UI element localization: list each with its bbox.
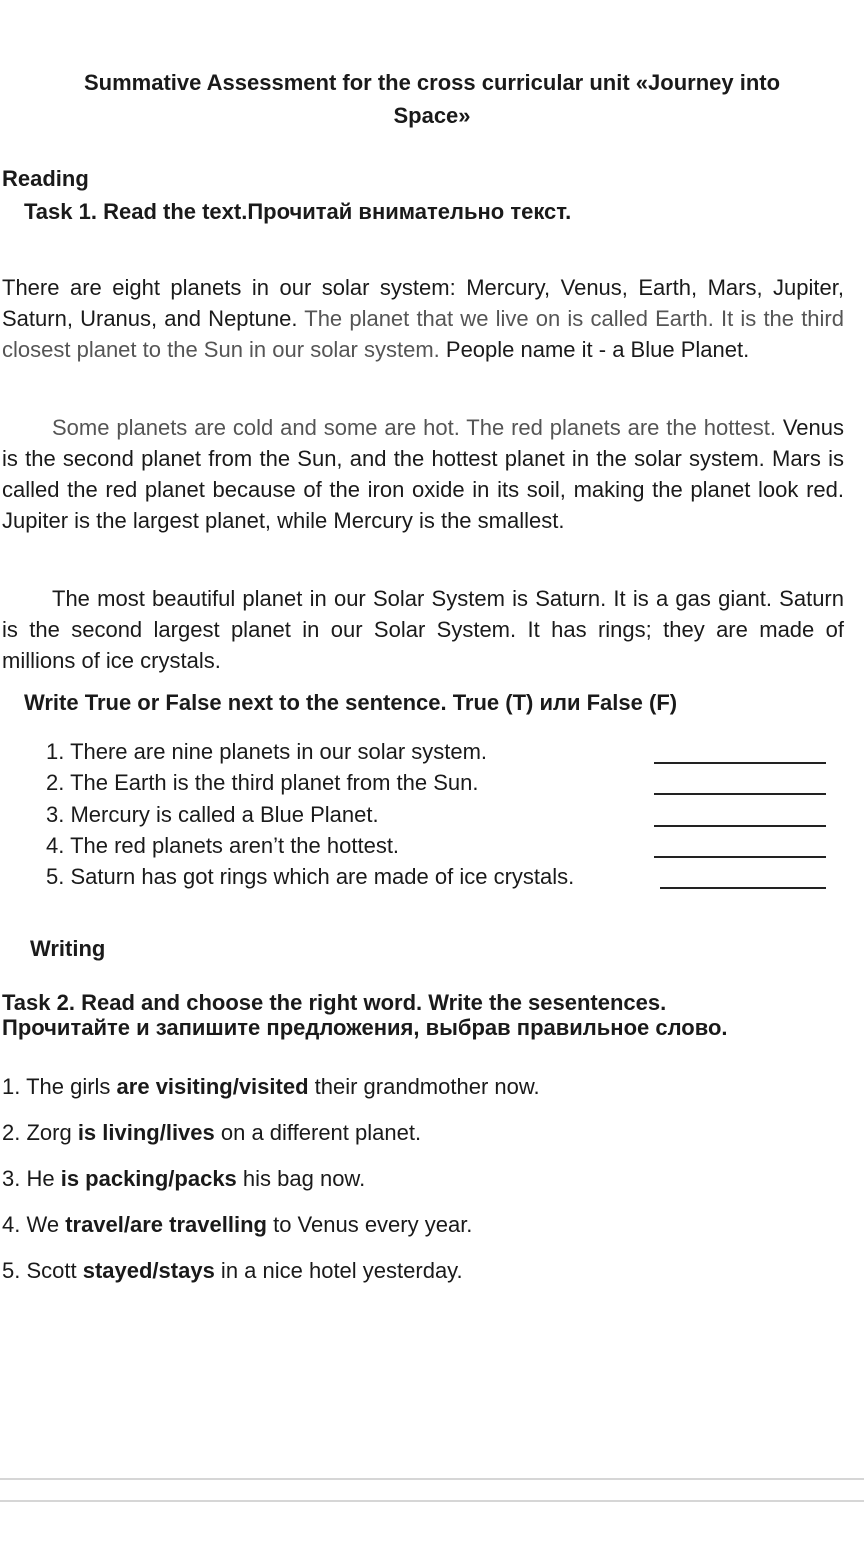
tf-answer-line-3[interactable] bbox=[654, 825, 826, 827]
item-4-post: to Venus every year. bbox=[266, 1212, 473, 1237]
para1-segment-3: People name it - a Blue Planet. bbox=[439, 337, 750, 362]
item-5-pre: 5. Scott bbox=[2, 1258, 83, 1283]
item-5-post: in a nice hotel yesterday. bbox=[214, 1258, 463, 1283]
item-2-pre: 2. Zorg bbox=[2, 1120, 78, 1145]
writing-item-3 bbox=[2, 1166, 365, 1192]
para1-segment-2: The planet that we live on is called Earth. It is the third closest planet to the Sun in our solar system. bbox=[2, 306, 844, 362]
item-3-post: his bag now. bbox=[236, 1166, 366, 1191]
writing-item-2 bbox=[2, 1120, 421, 1146]
reading-paragraph-2 bbox=[2, 412, 844, 536]
para2-segment-2: Venus is the second planet from the Sun, and the hottest planet in the solar system. Mars is called the red planet because of the iron oxide in its soil, making the planet look red. Jupiter is the largest planet, while Mercury is the smallest. bbox=[2, 415, 844, 533]
tf-item-1: 1. There are nine planets in our solar system. bbox=[46, 739, 488, 764]
item-1-pre: 1. The girls bbox=[2, 1074, 117, 1099]
page-title-line-1: Summative Assessment for the cross curricular unit «Journey into bbox=[83, 70, 781, 95]
tf-item-5: 5. Saturn has got rings which are made of ice crystals. bbox=[46, 864, 575, 889]
item-3-choice: is packing/packs bbox=[60, 1166, 237, 1191]
item-4-choice: travel/are travelling bbox=[65, 1212, 267, 1237]
item-2-choice: is living/lives bbox=[77, 1120, 215, 1145]
task2-line-1: Task 2. Read and choose the right word. Write the sesentences. bbox=[2, 990, 667, 1015]
tf-answer-line-5[interactable] bbox=[660, 887, 826, 889]
item-4-pre: 4. We bbox=[2, 1212, 66, 1237]
page-title bbox=[0, 66, 864, 132]
para2-segment-1: Some planets are cold and some are hot. The red planets are the hottest. bbox=[52, 415, 776, 440]
item-1-choice: are visiting/visited bbox=[116, 1074, 309, 1099]
page-divider-bottom bbox=[0, 1500, 864, 1502]
reading-paragraph-1 bbox=[2, 272, 844, 365]
tf-answer-line-2[interactable] bbox=[654, 793, 826, 795]
item-3-pre: 3. He bbox=[2, 1166, 61, 1191]
item-1-post: their grandmother now. bbox=[308, 1074, 540, 1099]
para1-segment-1: There are eight planets in our solar system: Mercury, Venus, Earth, Mars, Jupiter, Saturn, Uranus, and Neptune. bbox=[2, 275, 844, 331]
tf-answer-line-4[interactable] bbox=[654, 856, 826, 858]
page-title-line-2: Space» bbox=[393, 103, 471, 128]
page-divider-top bbox=[0, 1478, 864, 1480]
true-false-heading: Write True or False next to the sentence. True (T) или False (F) bbox=[24, 690, 678, 715]
writing-item-5 bbox=[2, 1258, 463, 1284]
tf-item-3: 3. Mercury is called a Blue Planet. bbox=[46, 802, 379, 827]
reading-paragraph-3: The most beautiful planet in our Solar System is Saturn. It is a gas giant. Saturn is the second largest planet in our Solar System. It has rings; they are made of millions of ice crystals. bbox=[2, 586, 844, 673]
tf-item-2: 2. The Earth is the third planet from the Sun. bbox=[46, 770, 479, 795]
reading-heading: Reading bbox=[2, 166, 89, 191]
writing-heading: Writing bbox=[30, 936, 106, 961]
task2-instruction bbox=[2, 990, 728, 1040]
item-2-post: on a different planet. bbox=[214, 1120, 422, 1145]
tf-item-4: 4. The red planets aren’t the hottest. bbox=[46, 833, 400, 858]
tf-answer-line-1[interactable] bbox=[654, 762, 826, 764]
writing-item-1 bbox=[2, 1074, 540, 1100]
task1-instruction: Task 1. Read the text.Прочитай внимательно текст. bbox=[24, 199, 572, 224]
item-5-choice: stayed/stays bbox=[82, 1258, 215, 1283]
task2-line-2: Прочитайте и запишите предложения, выбрав правильное слово. bbox=[2, 1015, 728, 1040]
writing-item-4 bbox=[2, 1212, 472, 1238]
